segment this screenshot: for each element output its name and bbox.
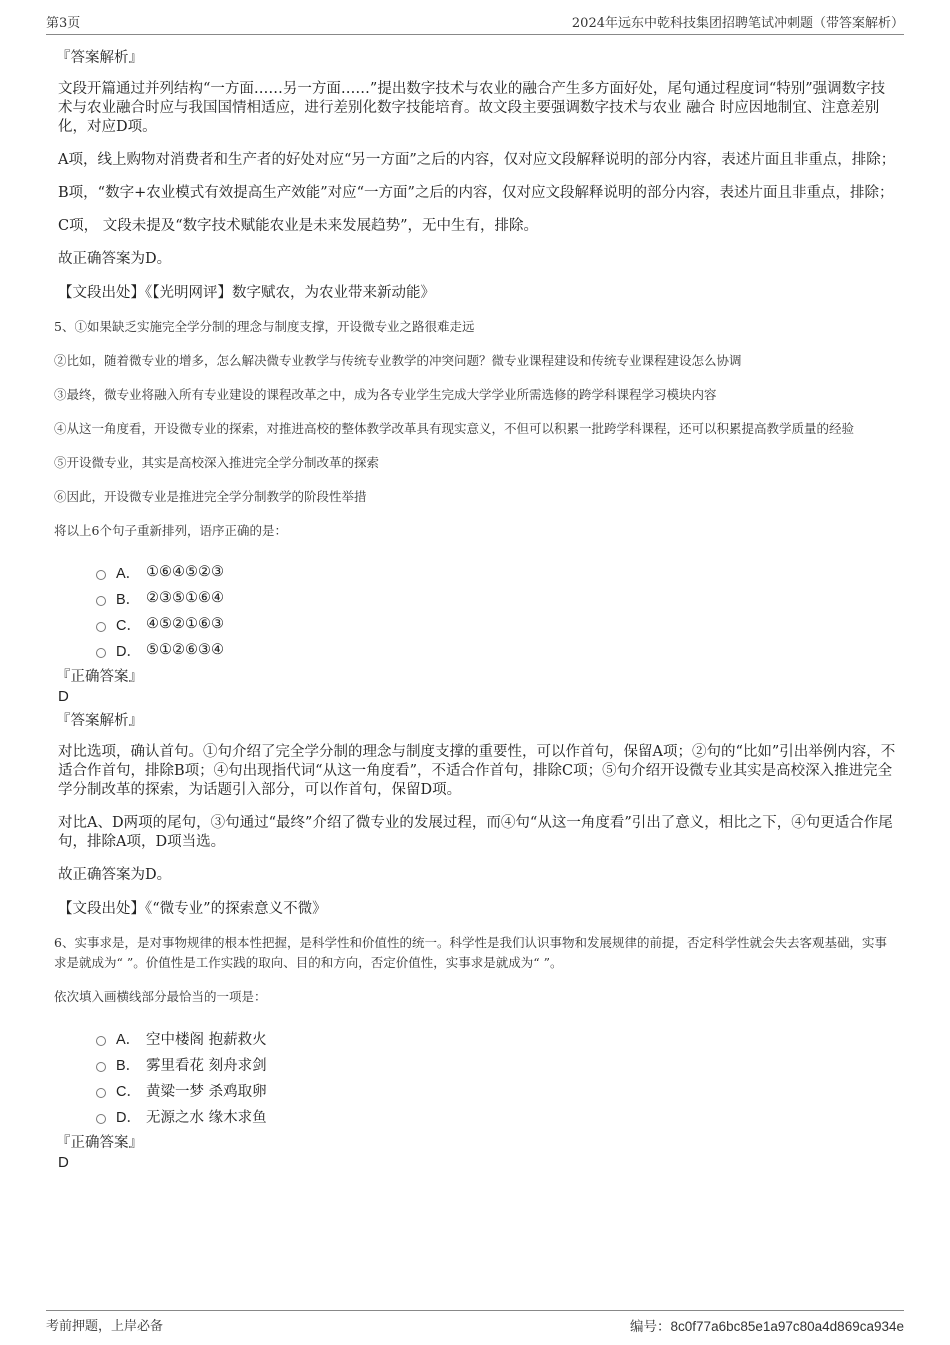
correct-answer: D — [58, 688, 69, 705]
page-header — [46, 12, 904, 35]
analysis-label: 『答案解析』 — [56, 713, 143, 729]
radio-icon[interactable] — [96, 1114, 106, 1124]
question-5-sentence: ②比如，随着微专业的增多，怎么解决微专业教学与传统专业教学的冲突问题？微专业课程建设和传统专业课程建设怎么协调 — [54, 353, 742, 368]
radio-icon[interactable] — [96, 1062, 106, 1072]
radio-icon[interactable] — [96, 570, 106, 580]
option-text: ④⑤②①⑥③ — [146, 616, 224, 632]
question-5-prompt: 将以上6个句子重新排列，语序正确的是： — [54, 523, 287, 538]
radio-icon[interactable] — [96, 596, 106, 606]
analysis-label: 『答案解析』 — [56, 50, 143, 66]
analysis-paragraph: 故正确答案为D。 — [58, 251, 172, 267]
question-5-sentence: ④从这一角度看，开设微专业的探索，对推进高校的整体教学改革具有现实意义，不但可以积累一批跨学科课程，还可以积累提高教学质量的经验 — [54, 421, 855, 436]
question-5-sentence: ⑥因此，开设微专业是推进完全学分制教学的阶段性举措 — [54, 489, 367, 504]
correct-answer: D — [58, 1154, 69, 1171]
footer-slogan: 考前押题，上岸必备 — [46, 1319, 164, 1334]
option-a[interactable] — [96, 1025, 896, 1051]
option-letter: D． — [116, 1109, 141, 1126]
radio-icon[interactable] — [96, 1036, 106, 1046]
question-5-stem: 5、①如果缺乏实施完全学分制的理念与制度支撑，开设微专业之路很难走远 — [54, 319, 475, 334]
option-d[interactable] — [96, 637, 896, 663]
analysis-paragraph: B项，“数字+农业模式有效提高生产效能”对应“一方面”之后的内容，仅对应文段解释说明的部分内容，表述片面且非重点，排除； — [58, 185, 894, 201]
analysis-paragraph: A项，线上购物对消费者和生产者的好处对应“另一方面”之后的内容，仅对应文段解释说明的部分内容，表述片面且非重点，排除； — [58, 152, 896, 168]
question-5-sentence: ③最终，微专业将融入所有专业建设的课程改革之中，成为各专业学生完成大学学业所需选修的跨学科课程学习模块内容 — [54, 387, 717, 402]
option-b[interactable] — [96, 1051, 896, 1077]
option-c[interactable] — [96, 611, 896, 637]
option-letter: C． — [116, 1083, 141, 1100]
option-text: 无源之水 缘木求鱼 — [146, 1109, 267, 1126]
page-footer — [46, 1310, 904, 1335]
option-b[interactable] — [96, 585, 896, 611]
document-code: 编号：8c0f77a6bc85e1a97c80a4d869ca934e — [630, 1319, 904, 1334]
option-letter: A． — [116, 565, 141, 582]
option-d[interactable] — [96, 1103, 896, 1129]
page-content — [56, 44, 896, 1175]
option-a[interactable] — [96, 559, 896, 585]
question-6-stem: 6、实事求是，是对事物规律的根本性把握，是科学性和价值性的统一。科学性是我们认识事物和发展规律的前提，否定科学性就会失去客观基础，实事求是就成为“ ”。价值性是工作实践的取向、目的和方向，否定价值性，实事求是就成为“ ”。 — [54, 935, 887, 970]
source-citation: 【文段出处】《【光明网评】数字赋农，为农业带来新动能》 — [58, 285, 435, 301]
analysis-paragraph: 对比A、D两项的尾句，③句通过“最终”介绍了微专业的发展过程，而④句“从这一角度看”引出了意义，相比之下，④句更适合作尾句，排除A项，D项当选。 — [58, 815, 893, 850]
option-c[interactable] — [96, 1077, 896, 1103]
option-letter: C． — [116, 617, 141, 634]
option-text: ⑤①②⑥③④ — [146, 642, 224, 658]
option-letter: D． — [116, 643, 141, 660]
radio-icon[interactable] — [96, 1088, 106, 1098]
analysis-paragraph: C项， 文段未提及“数字技术赋能农业是未来发展趋势”，无中生有，排除。 — [58, 218, 539, 234]
option-letter: B． — [116, 591, 141, 608]
question-6-options — [96, 1025, 896, 1129]
option-letter: A． — [116, 1031, 141, 1048]
question-5-options — [96, 559, 896, 663]
radio-icon[interactable] — [96, 648, 106, 658]
option-text: ①⑥④⑤②③ — [146, 564, 224, 580]
option-letter: B． — [116, 1057, 141, 1074]
source-citation: 【文段出处】《“微专业”的探索意义不微》 — [58, 901, 327, 917]
analysis-paragraph: 故正确答案为D。 — [58, 867, 172, 883]
radio-icon[interactable] — [96, 622, 106, 632]
analysis-paragraph: 文段开篇通过并列结构“一方面……另一方面……”提出数字技术与农业的融合产生多方面好处，尾句通过程度词“特别”强调数字技术与农业融合时应与我国国情相适应，进行差别化数字技能培育。故文段主要强调数字技术与农业 融合 时应因地制宜、注意差别化，对应D项。 — [58, 81, 886, 135]
option-text: 空中楼阁 抱薪救火 — [146, 1031, 267, 1048]
question-6-prompt: 依次填入画横线部分最恰当的一项是： — [54, 989, 267, 1004]
option-text: ②③⑤①⑥④ — [146, 590, 224, 606]
question-5-sentence: ⑤开设微专业，其实是高校深入推进完全学分制改革的探索 — [54, 455, 380, 470]
document-title: 2024年远东中乾科技集团招聘笔试冲刺题（带答案解析） — [571, 16, 904, 31]
correct-answer-label: 『正确答案』 — [56, 1135, 143, 1151]
analysis-paragraph: 对比选项，确认首句。①句介绍了完全学分制的理念与制度支撑的重要性，可以作首句，保留A项；②句的“比如”引出举例内容，不适合作首句，排除B项；④句出现指代词“从这一角度看”，不适合作首句，排除C项；⑤句介绍开设微专业其实是高校深入推进完全学分制改革的探索，为话题引入部分，可以作首句，保留D项。 — [58, 744, 896, 798]
page-number: 第3页 — [46, 16, 81, 31]
correct-answer-label: 『正确答案』 — [56, 669, 143, 685]
option-text: 黄粱一梦 杀鸡取卵 — [146, 1083, 267, 1100]
option-text: 雾里看花 刻舟求剑 — [146, 1057, 267, 1074]
